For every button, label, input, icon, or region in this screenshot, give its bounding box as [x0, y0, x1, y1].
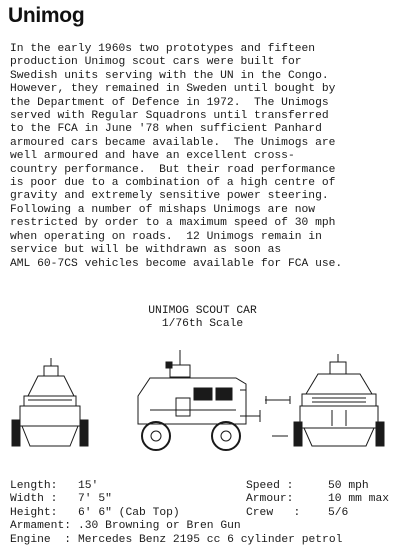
paragraph-line: production Unimog scout cars were built for [10, 56, 302, 69]
rear-view-drawing [294, 354, 384, 446]
turret-side [170, 365, 190, 377]
paragraph-line: armoured cars became available. The Unimogs are [10, 136, 336, 149]
paragraph-line: gravity and extremely sensitive power steering. [10, 190, 329, 203]
front-axle [22, 426, 78, 446]
hull-side [138, 378, 246, 424]
description-paragraph [10, 43, 402, 271]
turret-hatch [44, 366, 58, 376]
rear-wheel-right [376, 422, 384, 446]
rear-deck [302, 394, 376, 406]
side-door [176, 398, 190, 416]
figure-title: UNIMOG SCOUT CAR [148, 305, 257, 317]
figure-scale: 1/76th Scale [161, 318, 244, 330]
upper-hull-rear [306, 374, 372, 394]
front-view-drawing [12, 358, 88, 446]
rear-axle [304, 428, 374, 446]
paragraph-line: the Department of Defence in 1972. The Unimogs [10, 96, 329, 109]
paragraph-line: well armoured and have an excellent cross- [10, 150, 295, 163]
paragraph-line: is poor due to a combination of a high centre of [10, 177, 336, 190]
vision-port [194, 388, 212, 400]
spec-armament: Armament: .30 Browning or Bren Gun [10, 520, 241, 533]
spec-armour: Armour: 10 mm max [246, 493, 390, 506]
lower-hull-front [20, 406, 80, 426]
paragraph-line: Swedish units serving with the UN in the Congo. [10, 69, 329, 82]
paragraph-line: to the FCA in June '78 when sufficient Panhard [10, 123, 322, 136]
spec-engine: Engine : Mercedes Benz 2195 cc 6 cylinder petrol [10, 533, 343, 546]
lower-hull-rear [300, 406, 378, 428]
page-title: Unimog [8, 4, 85, 27]
paragraph-line: service but will be withdrawn as soon as [10, 244, 282, 257]
side-wheel-front [142, 422, 170, 450]
paragraph-line: Following a number of mishaps Unimogs are now [10, 203, 316, 216]
paragraph-line: In the early 1960s two prototypes and fifteen [10, 43, 316, 55]
paragraph-line: when operating on roads. 12 Unimogs remain in [10, 230, 322, 243]
front-wheel-left [12, 420, 20, 446]
upper-hull-front [28, 376, 74, 396]
glacis-plate [24, 396, 76, 406]
vehicle-drawing [0, 340, 405, 475]
spec-length: Length: 15' [10, 480, 99, 492]
spec-width: Width : 7' 5" [10, 493, 112, 506]
paragraph-line: However, they remained in Sweden until bought by [10, 83, 336, 96]
paragraph-line: AML 60-7CS vehicles become available for FCA use. [10, 257, 343, 270]
paragraph-line: served with Regular Squadrons until transferred [10, 110, 329, 123]
spec-height: Height: 6' 6" (Cab Top) [10, 506, 180, 519]
front-wheel-right [80, 420, 88, 446]
paragraph-line: country performance. But their road performance [10, 163, 336, 176]
side-wheel-rear [212, 422, 240, 450]
spec-crew: Crew : 5/6 [246, 506, 349, 519]
rear-wheel-left [294, 422, 302, 446]
spec-speed: Speed : 50 mph [246, 480, 369, 492]
side-view-drawing [138, 350, 290, 450]
paragraph-line: restricted by order to a maximum speed of 30 mph [10, 217, 336, 230]
turret-rear [330, 362, 346, 374]
vision-port [216, 388, 232, 400]
